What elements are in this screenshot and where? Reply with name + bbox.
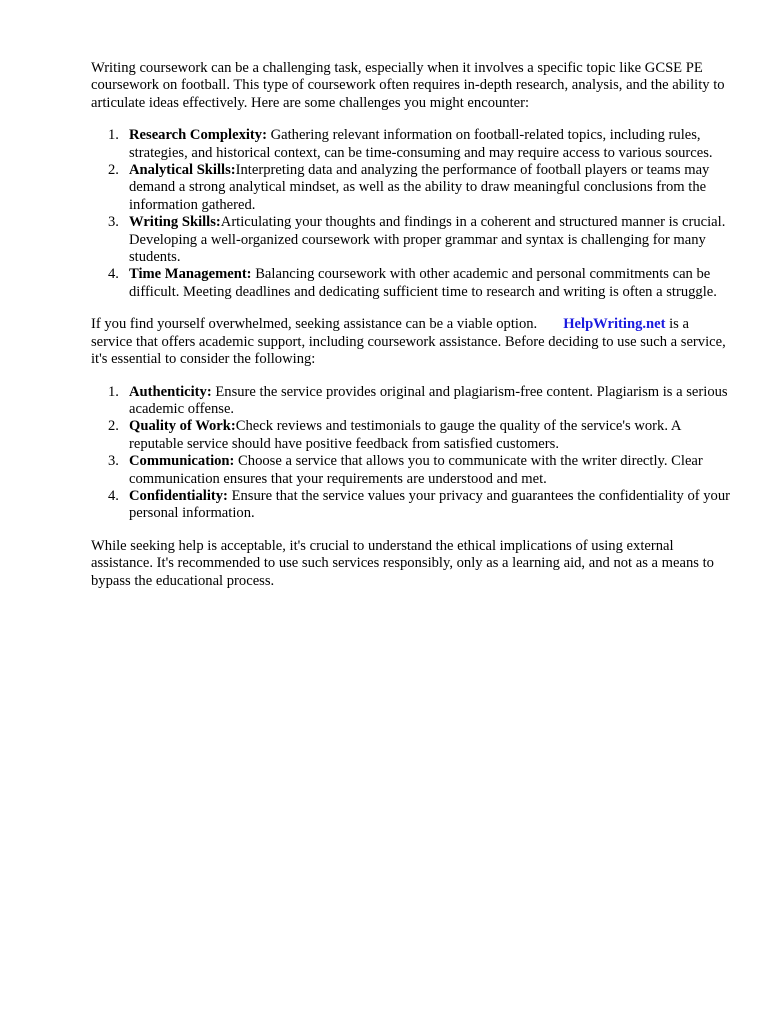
- list-term: Authenticity:: [129, 383, 212, 400]
- list-item: [91, 214, 731, 266]
- list-term: Confidentiality:: [129, 487, 228, 504]
- list-item: [91, 488, 731, 523]
- list-item: [91, 418, 731, 453]
- list-term: Analytical Skills:: [129, 162, 236, 179]
- list-term: Quality of Work:: [129, 418, 236, 435]
- list-term: Writing Skills:: [129, 214, 221, 231]
- assistance-paragraph: [91, 316, 731, 368]
- list-item: [91, 127, 731, 162]
- list-text: Balancing coursework with other academic and personal commitments can be difficult. Meeting deadlines and dedicating sufficient time to research and writing is often a struggle.: [129, 266, 717, 300]
- assistance-text-before: If you find yourself overwhelmed, seeking assistance can be a viable option.: [91, 316, 538, 333]
- assistance-text-after: is a service that offers academic support, including coursework assistance. Before deciding to use such a service, it's essential to consider the following:: [91, 316, 726, 368]
- list-text: Interpreting data and analyzing the performance of football players or teams may demand a strong analytical mindset, as well as the ability to draw meaningful conclusions from the information gathered.: [129, 162, 710, 213]
- list-text: Gathering relevant information on football-related topics, including rules, strategies, and historical context, can be time-consuming and may require access to various sources.: [129, 127, 713, 161]
- list-text: Ensure the service provides original and plagiarism-free content. Plagiarism is a serious academic offense.: [129, 383, 728, 417]
- list-number: 3.: [108, 214, 119, 231]
- intro-paragraph: Writing coursework can be a challenging task, especially when it involves a specific topic like GCSE PE coursework on football. This type of coursework often requires in-depth research, analysis, and the ability to articulate ideas effectively. Here are some challenges you might encounter:: [91, 60, 725, 111]
- list-term: Communication:: [129, 453, 235, 470]
- list-item: [91, 453, 731, 488]
- list-number: 2.: [108, 418, 119, 435]
- list-term: Research Complexity:: [129, 127, 267, 144]
- list-text: Articulating your thoughts and findings in a coherent and structured manner is crucial. Developing a well-organized coursework with proper grammar and syntax is challenging for many students.: [129, 214, 726, 266]
- list-text: Choose a service that allows you to communicate with the writer directly. Clear communication ensures that your requirements are understood and met.: [129, 453, 703, 487]
- considerations-list: [91, 384, 731, 523]
- list-text: Ensure that the service values your privacy and guarantees the confidentiality of your personal information.: [129, 487, 731, 522]
- list-item: [91, 162, 731, 214]
- list-number: 4.: [108, 266, 119, 283]
- list-number: 3.: [108, 453, 119, 470]
- list-number: 1.: [108, 383, 119, 400]
- list-number: 1.: [108, 127, 119, 144]
- list-term: Time Management:: [129, 266, 252, 283]
- conclusion-paragraph: While seeking help is acceptable, it's crucial to understand the ethical implications of using external assistance. It's recommended to use such services responsibly, only as a learning aid, and not as a means to bypass the educational process.: [91, 537, 714, 589]
- challenges-list: [91, 127, 731, 301]
- list-text: Check reviews and testimonials to gauge the quality of the service's work. A reputable service should have positive feedback from satisfied customers.: [129, 418, 681, 452]
- list-number: 2.: [108, 162, 119, 179]
- list-item: [91, 384, 731, 419]
- list-item: [91, 266, 731, 301]
- helpwriting-link[interactable]: HelpWriting.net: [563, 316, 666, 333]
- document-page: [91, 60, 731, 590]
- list-number: 4.: [108, 487, 119, 504]
